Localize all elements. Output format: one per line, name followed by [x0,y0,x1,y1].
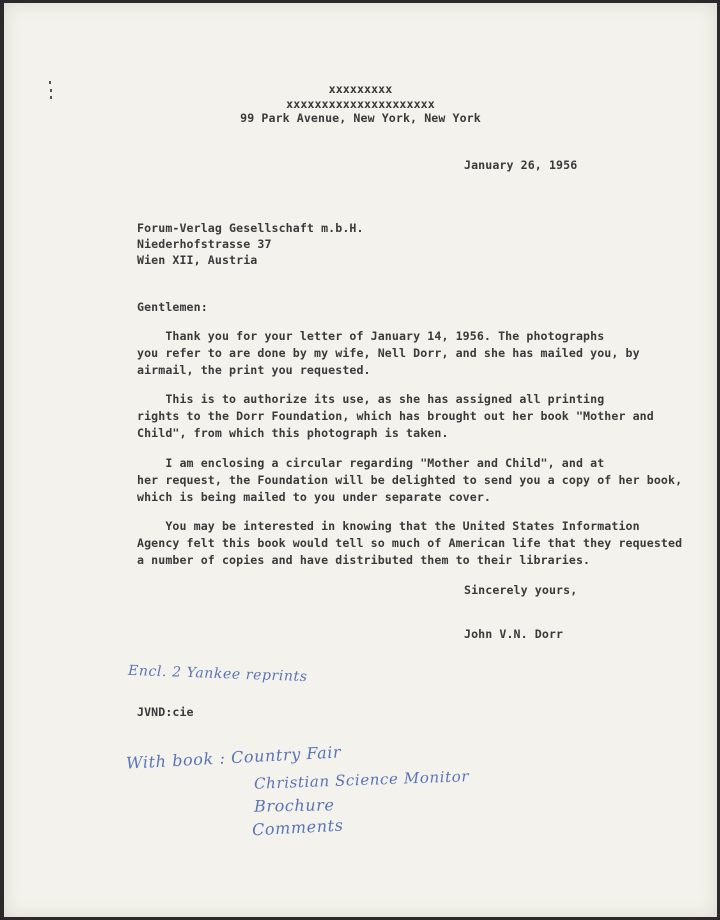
body-paragraph-1: Thank you for your letter of January 14, 1956. The photographs you refer to are done by my wife, Nell Dorr, and she has mailed you, by airmail, the print you requested. [137,329,640,377]
letter-page [4,3,717,917]
handwritten-line-3: Brochure [253,795,335,816]
signature-name: John V.N. Dorr [464,627,564,641]
recipient-line-3: Wien XII, Austria [137,253,258,267]
handwritten-with-book: With book : Country Fair [125,742,342,773]
handwritten-line-2: Christian Science Monitor [253,767,470,793]
letterhead-address: 99 Park Avenue, New York, New York [240,111,481,125]
reference-initials: JVND:cie [137,705,194,719]
letterhead-redacted-line-1: xxxxxxxxx [328,82,393,96]
body-paragraph-4: You may be interested in knowing that the United States Information Agency felt this book would tell so much of American life that they requested a number of copies and have distributed them to their libraries. [137,519,683,567]
handwritten-enclosure-note: Encl. 2 Yankee reprints [127,662,308,686]
body-paragraph-3: I am enclosing a circular regarding "Mother and Child", and at her request, the Foundation will be delighted to send you a copy of her book, which is being mailed to you under separate cover. [137,456,683,504]
recipient-line-2: Niederhofstrasse 37 [137,237,272,251]
body-paragraph-2: This is to authorize its use, as she has assigned all printing rights to the Dorr Foundation, which has brought out her book "Mother and Child", from which this photograph is taken. [137,392,654,440]
handwritten-line-4: Comments [251,815,344,840]
closing: Sincerely yours, [464,583,578,597]
letterhead-redacted-line-2: xxxxxxxxxxxxxxxxxxxxx [286,97,435,111]
recipient-line-1: Forum-Verlag Gesellschaft m.b.H. [137,221,364,235]
letter-date: January 26, 1956 [464,158,578,172]
salutation: Gentlemen: [137,300,208,314]
